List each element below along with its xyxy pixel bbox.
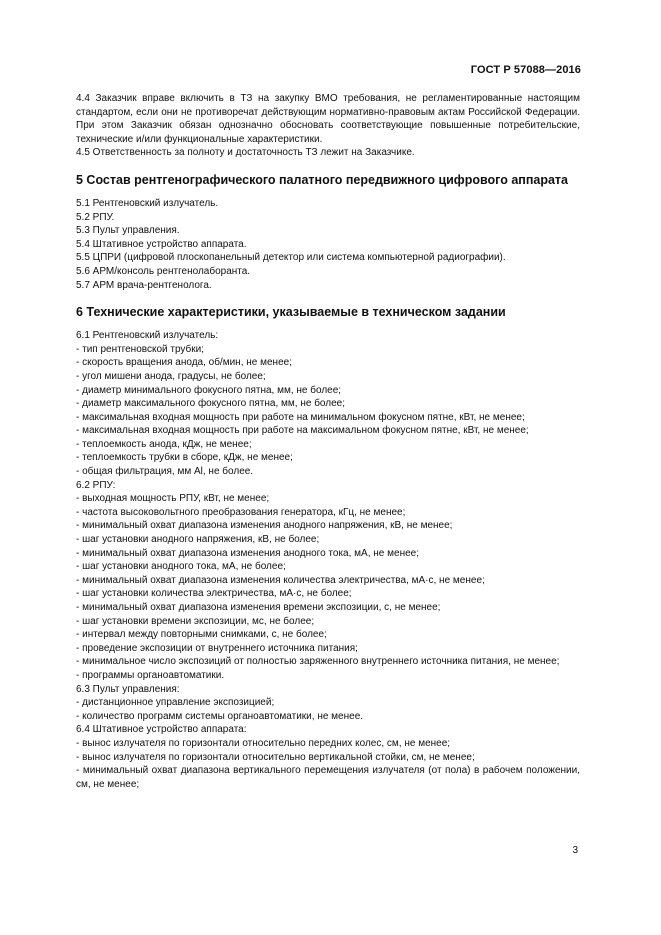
list-item: 6.1 Рентгеновский излучатель: xyxy=(76,330,219,342)
section-5-list xyxy=(76,197,580,292)
list-item: - диаметр минимального фокусного пятна, мм, не более; xyxy=(76,384,342,396)
list-item: - минимальный охват диапазона изменения анодного напряжения, кВ, не менее; xyxy=(76,520,453,532)
section-6-list-a xyxy=(76,329,580,655)
list-item: 5.2 РПУ. xyxy=(76,211,115,223)
list-item: - минимальный охват диапазона изменения анодного тока, мА, не менее; xyxy=(76,547,419,559)
list-item: - проведение экспозиции от внутреннего источника питания; xyxy=(76,642,358,654)
page-number: 3 xyxy=(572,845,578,856)
list-item: - шаг установки анодного напряжения, кВ, не более; xyxy=(76,534,320,546)
list-item: - дистанционное управление экспозицией; xyxy=(76,697,275,709)
list-item: - вынос излучателя по горизонтали относительно передних колес, см, не менее; xyxy=(76,737,451,749)
list-item: 5.4 Штативное устройство аппарата. xyxy=(76,238,247,250)
list-item: - шаг установки времени экспозиции, мс, не более; xyxy=(76,615,315,627)
list-item: 5.3 Пульт управления. xyxy=(76,225,180,237)
list-item: - программы органоавтоматики. xyxy=(76,669,225,681)
section-6-list-b xyxy=(76,669,580,764)
list-item: - диаметр максимального фокусного пятна, мм, не более; xyxy=(76,398,345,410)
list-item: 5.6 АРМ/консоль рентгенолаборанта. xyxy=(76,265,251,277)
list-item: 5.5 ЦПРИ (цифровой плоскопанельный детектор или система компьютерной радиографии). xyxy=(76,252,506,264)
standard-header: ГОСТ Р 57088—2016 xyxy=(470,64,581,76)
list-item: - интервал между повторными снимками, с, не более; xyxy=(76,629,327,641)
list-item: 6.3 Пульт управления: xyxy=(76,683,180,695)
list-item: 5.1 Рентгеновский излучатель. xyxy=(76,197,219,209)
list-item: - шаг установки анодного тока, мА, не более; xyxy=(76,561,286,573)
list-item: - количество программ системы органоавтоматики, не менее. xyxy=(76,710,364,722)
list-item: - минимальный охват диапазона изменения количества электричества, мА·с, не менее; xyxy=(76,574,485,586)
paragraph-4-5: 4.5 Ответственность за полноту и достаточность ТЗ лежит на Заказчике. xyxy=(76,147,415,159)
list-item: 6.4 Штативное устройство аппарата: xyxy=(76,724,247,736)
list-item: 5.7 АРМ врача-рентгенолога. xyxy=(76,279,212,291)
list-item: - тип рентгеновской трубки; xyxy=(76,343,204,355)
list-item-last: - минимальный охват диапазона вертикального перемещения излучателя (от пола) в рабочем положении, см, не менее; xyxy=(76,765,580,790)
list-item: - максимальная входная мощность при работе на минимальном фокусном пятне, кВт, не менее; xyxy=(76,411,525,423)
list-item: - теплоемкость анода, кДж, не менее; xyxy=(76,438,252,450)
list-item: - общая фильтрация, мм Al, не более. xyxy=(76,466,254,478)
list-item: - частота высоковольтного преобразования генератора, кГц, не менее; xyxy=(76,506,406,518)
list-item: - выходная мощность РПУ, кВт, не менее; xyxy=(76,493,270,505)
list-item: - теплоемкость трубки в сборе, кДж, не менее; xyxy=(76,452,293,464)
document-body xyxy=(76,92,580,791)
list-item: - вынос излучателя по горизонтали относительно вертикальной стойки, см, не менее; xyxy=(76,751,475,763)
list-item: - максимальная входная мощность при работе на максимальном фокусном пятне, кВт, не менее; xyxy=(76,425,529,437)
list-item: - шаг установки количества электричества, мА·с, не более; xyxy=(76,588,352,600)
list-item: - скорость вращения анода, об/мин, не менее; xyxy=(76,357,292,369)
list-item: - угол мишени анода, градусы, не более; xyxy=(76,370,266,382)
section-5-heading: 5 Состав рентгенографического палатного передвижного цифрового аппарата xyxy=(76,172,568,187)
list-item: - минимальный охват диапазона изменения времени экспозиции, с, не менее; xyxy=(76,602,441,613)
list-item: 6.2 РПУ: xyxy=(76,479,116,491)
list-item-long: - минимальное число экспозиций от полностью заряженного внутреннего источника питания, не менее; xyxy=(76,656,560,668)
section-6-heading: 6 Технические характеристики, указываемые в техническом задании xyxy=(76,305,506,320)
paragraph-4-4: 4.4 Заказчик вправе включить в ТЗ на закупку ВМО требования, не регламентированные настоящим стандартом, если они не противоречат действующим нормативно-правовым актам Российской Федерации. При этом Заказчик обязан однозначно обосновать соответствующие повышенные потребительские, технические и/или функциональные характеристики. xyxy=(76,93,580,145)
